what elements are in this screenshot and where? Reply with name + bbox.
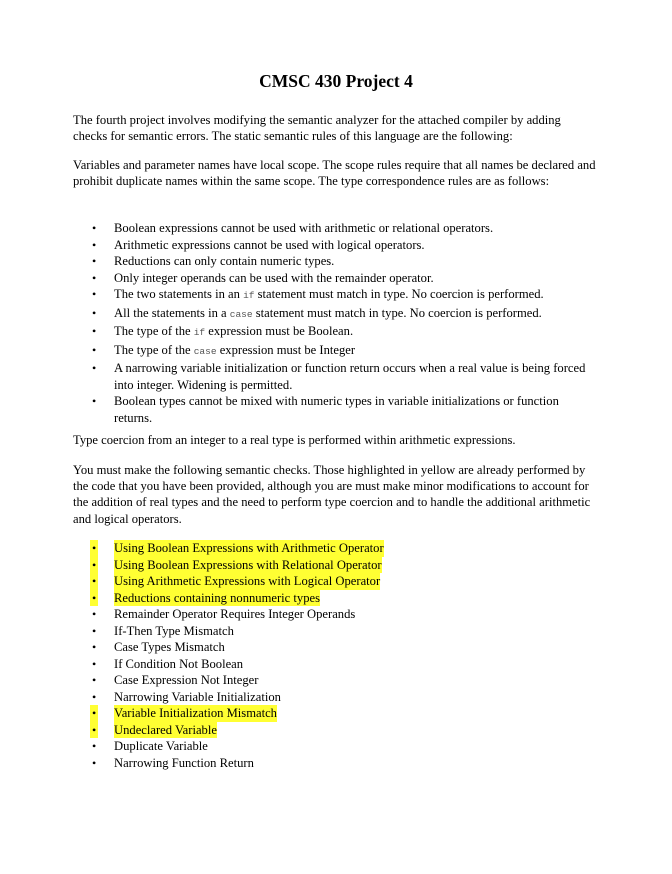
coercion-paragraph: Type coercion from an integer to a real type is performed within arithmetic expressions. — [73, 433, 516, 447]
list-item: • Boolean types cannot be mixed with numeric types in variable initializations or function returns. — [92, 394, 559, 425]
check-item — [0, 705, 672, 722]
bullet-icon: • — [92, 270, 97, 285]
page-title: CMSC 430 Project 4 — [259, 71, 413, 91]
list-item: • All the statements in a case statement must match in type. No coercion is performed. — [92, 305, 542, 320]
checks-paragraph: You must make the following semantic checks. Those highlighted in yellow are already performed by the code that you have been provided, although you are must make minor modifications to account for the addition of real types and the need to perform type coercion and to handle the additional arithmetic and logical operators. — [73, 463, 591, 526]
bullet-icon: • — [92, 656, 97, 671]
bullet-icon: • — [92, 361, 97, 375]
check-label: Undeclared Variable — [114, 722, 217, 737]
check-label: If-Then Type Mismatch — [114, 623, 234, 638]
code-keyword: if — [243, 290, 255, 301]
check-label: Duplicate Variable — [114, 739, 208, 753]
check-item — [0, 590, 672, 607]
check-label: Using Arithmetic Expressions with Logical Operator — [114, 574, 381, 588]
check-label: If Condition Not Boolean — [114, 656, 244, 671]
bullet-icon: • — [92, 254, 97, 268]
bullet-icon: • — [92, 541, 97, 555]
check-label: Remainder Operator Requires Integer Operands — [114, 607, 356, 621]
list-item: • The type of the if expression must be Boolean. — [92, 324, 354, 338]
check-item — [0, 540, 672, 557]
list-item: • Arithmetic expressions cannot be used with logical operators. — [92, 237, 425, 252]
code-keyword: case — [193, 345, 217, 357]
list-item: • A narrowing variable initialization or function return occurs when a real value is being forced into integer. Widening is permitted. — [92, 361, 586, 392]
bullet-icon: • — [92, 722, 97, 737]
code-keyword: case — [229, 308, 253, 320]
check-label: Using Boolean Expressions with Arithmetic Operator — [114, 541, 384, 555]
list-item: • Boolean expressions cannot be used with arithmetic or relational operators. — [92, 221, 494, 235]
check-label: Narrowing Function Return — [114, 755, 254, 770]
check-item — [0, 672, 672, 689]
check-label: Using Boolean Expressions with Relational Operator — [114, 557, 382, 572]
type-rules-list — [0, 220, 672, 426]
check-item — [0, 689, 672, 706]
bullet-icon: • — [92, 640, 97, 654]
semantic-checks-list — [0, 540, 672, 771]
bullet-icon: • — [92, 590, 97, 605]
bullet-icon: • — [92, 689, 97, 704]
check-item — [0, 656, 672, 673]
check-label: Narrowing Variable Initialization — [114, 689, 281, 704]
code-keyword: if — [193, 327, 206, 338]
check-item — [0, 722, 672, 739]
check-item — [0, 623, 672, 640]
list-item: • The type of the case expression must be Integer — [92, 342, 356, 357]
bullet-icon: • — [92, 237, 97, 252]
check-label: Case Expression Not Integer — [114, 673, 259, 687]
bullet-icon: • — [92, 739, 97, 753]
check-item — [0, 573, 672, 590]
bullet-icon: • — [92, 706, 97, 720]
check-item — [0, 738, 672, 755]
check-label: Case Types Mismatch — [114, 640, 225, 654]
bullet-icon: • — [92, 221, 97, 235]
check-item — [0, 557, 672, 574]
bullet-icon: • — [92, 574, 97, 588]
check-item — [0, 755, 672, 772]
bullet-icon: • — [92, 607, 97, 621]
check-item — [0, 639, 672, 656]
list-item: • Only integer operands can be used with the remainder operator. — [92, 270, 434, 285]
bullet-icon: • — [92, 394, 97, 408]
list-item: • Reductions can only contain numeric types. — [92, 254, 335, 268]
bullet-icon: • — [92, 305, 97, 320]
check-label: Reductions containing nonnumeric types — [114, 590, 321, 605]
intro-paragraph: The fourth project involves modifying the semantic analyzer for the attached compiler by adding checks for semantic errors. The static semantic rules of this language are the following: — [73, 113, 561, 144]
bullet-icon: • — [92, 287, 97, 301]
bullet-icon: • — [92, 557, 97, 572]
bullet-icon: • — [92, 755, 97, 770]
list-item: • The two statements in an if statement must match in type. No coercion is performed. — [92, 287, 544, 301]
bullet-icon: • — [92, 623, 97, 638]
scope-paragraph: Variables and parameter names have local scope. The scope rules require that all names be declared and prohibit duplicate names within the same scope. The type correspondence rules are as follows: — [73, 158, 596, 189]
bullet-icon: • — [92, 673, 97, 687]
bullet-icon: • — [92, 324, 97, 338]
check-item — [0, 606, 672, 623]
check-label: Variable Initialization Mismatch — [114, 706, 277, 720]
bullet-icon: • — [92, 342, 97, 357]
